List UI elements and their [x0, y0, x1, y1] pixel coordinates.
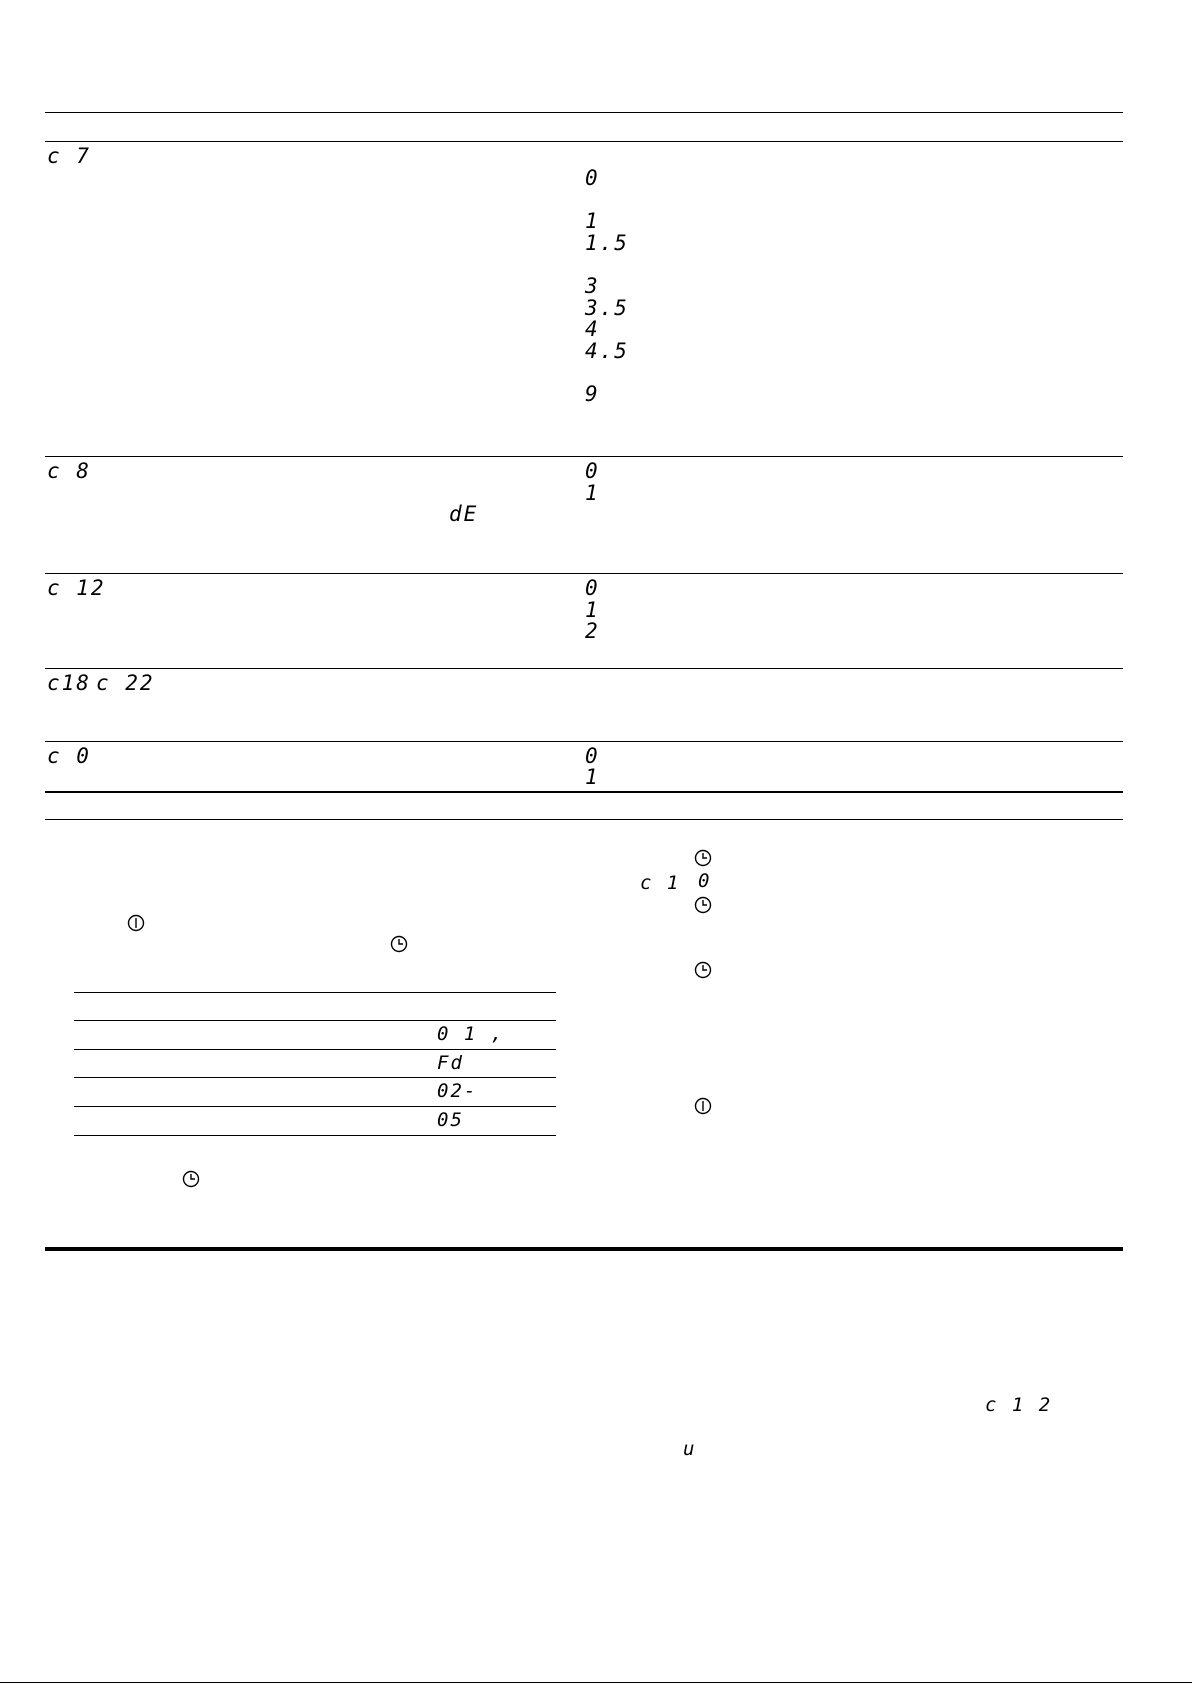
inline-display-code: c 1	[640, 872, 681, 894]
row-divider	[45, 456, 1123, 457]
table-top-rule	[45, 112, 1123, 113]
page-edge-line	[0, 1682, 1192, 1683]
setting-value: 1	[585, 765, 600, 789]
table-header-rule	[45, 141, 1123, 142]
inline-display-code: c 1 2	[985, 1394, 1053, 1416]
table-bottom-rule	[45, 791, 1123, 793]
setting-code-c0: c 0	[47, 744, 91, 768]
timer-clock-icon	[694, 896, 712, 914]
setting-value: 1	[585, 598, 600, 622]
inline-display-code: u	[683, 1438, 697, 1460]
row-divider	[45, 741, 1123, 742]
setting-value: 1	[585, 209, 600, 233]
timer-clock-icon	[390, 935, 408, 953]
setting-value: 0	[585, 459, 600, 483]
test-display-code: 0 1 ,	[437, 1023, 505, 1045]
test-display-code: 02-	[437, 1080, 478, 1102]
setting-code-c8: c 8	[47, 459, 91, 483]
timer-clock-icon	[182, 1170, 200, 1188]
chapter-divider	[45, 1247, 1123, 1251]
test-table-row-rule	[74, 1049, 556, 1050]
setting-code-c7: c 7	[47, 144, 91, 168]
test-table-row-rule	[74, 1106, 556, 1107]
main-switch-icon	[127, 914, 145, 932]
setting-code-c12: c 12	[47, 576, 106, 600]
timer-clock-icon	[694, 849, 712, 867]
timer-clock-icon	[694, 961, 712, 979]
setting-value: 0	[585, 166, 600, 190]
row-divider	[45, 573, 1123, 574]
setting-value: 3.5	[585, 296, 629, 320]
setting-value: 4.5	[585, 339, 629, 363]
setting-value: 0	[585, 576, 600, 600]
test-display-code: Fd	[437, 1052, 464, 1074]
setting-value: 1	[585, 481, 600, 505]
setting-value: 4	[585, 317, 600, 341]
section-rule	[45, 819, 1123, 820]
setting-code-c18: c18	[47, 671, 91, 695]
test-table-top-rule	[74, 992, 556, 993]
setting-value: 1.5	[585, 231, 629, 255]
test-table-header-rule	[74, 1020, 556, 1021]
setting-value: 9	[585, 382, 600, 406]
setting-value: 3	[585, 274, 600, 298]
test-table-row-rule	[74, 1077, 556, 1078]
test-display-code: 05	[437, 1109, 464, 1131]
setting-value: 2	[585, 619, 600, 643]
row-divider	[45, 668, 1123, 669]
main-switch-icon	[694, 1097, 712, 1115]
setting-code-c22: c 22	[96, 671, 155, 695]
setting-value: 0	[585, 744, 600, 768]
inline-display-code: dE	[449, 502, 479, 526]
inline-display-code: 0	[698, 870, 712, 892]
test-table-bottom-rule	[74, 1135, 556, 1136]
